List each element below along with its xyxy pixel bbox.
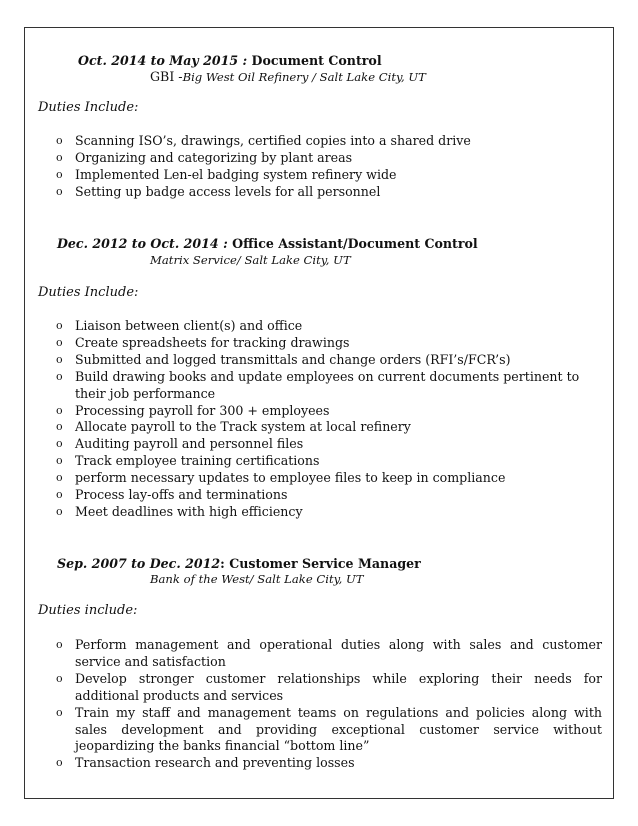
- job-1-duty-list: [56, 133, 602, 201]
- duty-text: perform necessary updates to employee files to keep in compliance: [75, 470, 506, 486]
- bullet-icon: o: [56, 167, 63, 181]
- duty-item: [56, 352, 602, 369]
- job-3-heading: [57, 556, 421, 571]
- duty-text: Transaction research and preventing losses: [75, 755, 355, 771]
- job-3-duties-label: Duties include:: [38, 603, 138, 618]
- job-1-company-line: [150, 69, 426, 84]
- duty-item: [56, 436, 602, 453]
- duty-text: Process lay-offs and terminations: [75, 487, 288, 503]
- duty-item: [56, 403, 602, 420]
- job-3-date: Sep. 2007 to Dec. 2012: [57, 556, 221, 571]
- duty-text: Processing payroll for 300 + employees: [75, 402, 330, 418]
- bullet-icon: o: [56, 319, 63, 332]
- duty-item: [56, 504, 602, 521]
- job-1-title: Document Control: [247, 53, 382, 68]
- duty-item: [56, 453, 602, 470]
- bullet-icon: o: [56, 437, 63, 451]
- bullet-icon: o: [56, 756, 63, 770]
- bullet-icon: o: [56, 403, 63, 417]
- duty-text: Meet deadlines with high efficiency: [75, 503, 303, 519]
- duty-text: Train my staff and management teams on regulations and policies along with sales development and providing exceptional customer service without jeopardizing the banks financial “bottom line”: [75, 704, 602, 754]
- bullet-icon: o: [56, 471, 63, 485]
- job-1-duties-label: Duties Include:: [38, 100, 139, 115]
- duty-item: [56, 150, 602, 167]
- duty-text: Develop stronger customer relationships while exploring their needs for additional products and services: [75, 670, 602, 703]
- duty-text: Setting up badge access levels for all personnel: [75, 183, 381, 199]
- job-2-title: Office Assistant/Document Control: [227, 236, 478, 251]
- duty-item: [56, 184, 602, 201]
- duty-item: [56, 335, 602, 352]
- duty-item: [56, 133, 602, 150]
- bullet-icon: o: [56, 638, 63, 651]
- duty-text: Create spreadsheets for tracking drawings: [75, 334, 350, 350]
- job-1-date: Oct. 2014 to May 2015 :: [78, 53, 248, 68]
- job-1-company-prefix: GBI -: [150, 69, 183, 84]
- duty-item: [56, 419, 602, 436]
- duty-item: [56, 671, 602, 705]
- duty-item: [56, 755, 602, 772]
- job-1-company: Big West Oil Refinery / Salt Lake City, UT: [182, 70, 426, 84]
- job-2-date: Dec. 2012 to Oct. 2014 :: [57, 236, 228, 251]
- duty-item: [56, 167, 602, 184]
- job-2-company: Matrix Service/ Salt Lake City, UT: [150, 253, 351, 267]
- duty-text: Liaison between client(s) and office: [75, 318, 303, 333]
- bullet-icon: o: [56, 488, 63, 502]
- bullet-icon: o: [56, 369, 63, 383]
- bullet-icon: o: [56, 184, 63, 198]
- duty-text: Perform management and operational duties along with sales and customer service and satisfaction: [75, 637, 602, 669]
- duty-text: Organizing and categorizing by plant areas: [75, 149, 353, 165]
- job-3-company: Bank of the West/ Salt Lake City, UT: [150, 572, 364, 586]
- duty-item: [56, 705, 602, 756]
- job-2-duty-list: [56, 318, 602, 521]
- duty-text: Submitted and logged transmittals and change orders (RFI’s/FCR’s): [75, 351, 511, 367]
- duty-item: [56, 487, 602, 504]
- job-3-duty-list: [56, 637, 602, 772]
- bullet-icon: o: [56, 504, 63, 518]
- duty-item: [56, 470, 602, 487]
- bullet-icon: o: [56, 335, 63, 349]
- duty-text: Build drawing books and update employees on current documents pertinent to their job performance: [75, 368, 580, 401]
- job-2-heading: [57, 236, 478, 251]
- duty-item: [56, 637, 602, 671]
- bullet-icon: o: [56, 454, 63, 468]
- bullet-icon: o: [56, 705, 63, 719]
- duty-item: [56, 318, 602, 335]
- job-1-heading: [78, 53, 382, 68]
- job-2-duties-label: Duties Include:: [38, 285, 139, 300]
- bullet-icon: o: [56, 134, 63, 147]
- duty-item: [56, 369, 602, 403]
- duty-text: Implemented Len-el badging system refinery wide: [75, 166, 397, 182]
- duty-text: Allocate payroll to the Track system at local refinery: [75, 419, 411, 435]
- bullet-icon: o: [56, 150, 63, 164]
- duty-text: Auditing payroll and personnel files: [75, 436, 304, 452]
- bullet-icon: o: [56, 352, 63, 366]
- duty-text: Scanning ISO’s, drawings, certified copies into a shared drive: [75, 133, 471, 148]
- duty-text: Track employee training certifications: [75, 453, 320, 469]
- bullet-icon: o: [56, 420, 63, 434]
- job-3-title: : Customer Service Manager: [220, 556, 421, 571]
- bullet-icon: o: [56, 671, 63, 685]
